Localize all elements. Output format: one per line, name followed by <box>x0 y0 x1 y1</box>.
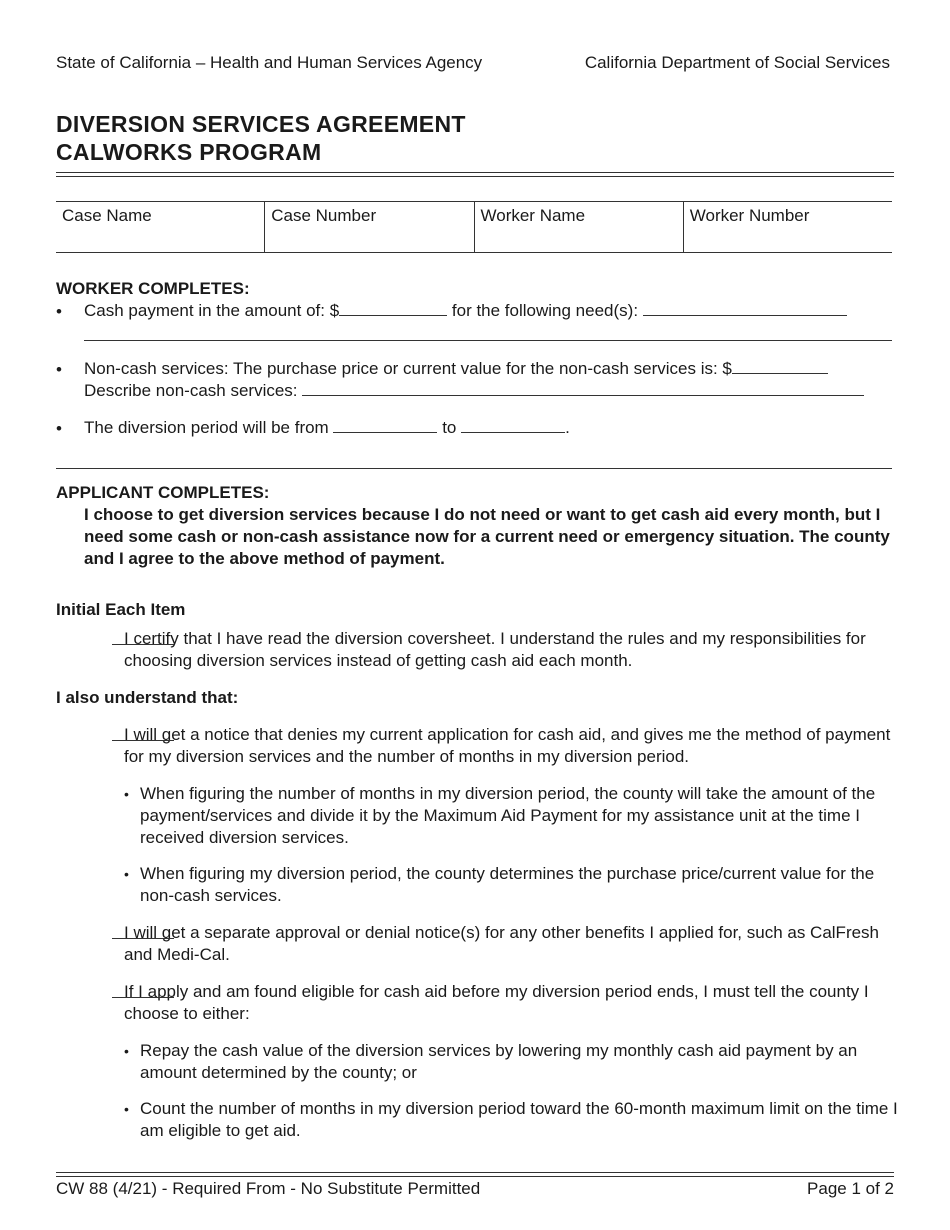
initial-item-4-text: If I apply and am found eligible for cash aid before my diversion period ends, I must tell the county I choose to either: <box>124 982 869 1023</box>
noncash-describe-row <box>84 380 864 402</box>
sub-bullet: • <box>124 1101 129 1117</box>
department-name: California Department of Social Services <box>584 53 890 72</box>
item-4-sub-1 <box>124 1040 899 1084</box>
initial-item-1 <box>56 628 901 672</box>
period-end-field[interactable] <box>461 417 565 433</box>
item-2-sub-2-text: When figuring my diversion period, the county determines the purchase price/current value for the non-cash services. <box>140 864 875 905</box>
item-4-sub-1-text: Repay the cash value of the diversion services by lowering my monthly cash aid payment by an amount determined by the county; or <box>140 1041 858 1082</box>
sub-bullet: • <box>124 786 129 802</box>
period-to-label: to <box>442 418 457 437</box>
worker-name-field[interactable] <box>474 202 683 252</box>
initial-item-4 <box>56 981 901 1025</box>
case-name-label: Case Name <box>62 206 152 225</box>
page-number: Page 1 of 2 <box>807 1179 894 1198</box>
initial-item-3 <box>56 922 901 966</box>
case-number-label: Case Number <box>271 206 377 225</box>
cash-need-line-2[interactable] <box>84 340 892 341</box>
initial-field-3[interactable] <box>112 922 174 939</box>
case-name-field[interactable] <box>56 202 264 252</box>
cash-payment-label: Cash payment in the amount of: $ <box>84 301 340 320</box>
initial-heading: Initial Each Item <box>56 600 186 619</box>
initial-item-3-text: I will get a separate approval or denial notice(s) for any other benefits I applied for, such as CalFresh and Medi-Cal. <box>124 923 880 964</box>
noncash-value-label: Non-cash services: The purchase price or current value for the non-cash services is: $ <box>84 359 732 378</box>
sub-bullet: • <box>124 866 129 882</box>
initial-item-2 <box>56 724 901 768</box>
noncash-row <box>84 358 828 380</box>
cash-need-field[interactable] <box>643 300 847 316</box>
bullet-period: • <box>56 419 62 438</box>
diversion-period-row <box>84 417 570 439</box>
initial-field-2[interactable] <box>112 724 174 741</box>
period-end-mark: . <box>565 418 570 437</box>
title-divider-top <box>56 172 894 173</box>
item-2-sub-2 <box>124 863 899 907</box>
cash-payment-row <box>84 300 847 322</box>
cash-need-label: for the following need(s): <box>451 301 639 320</box>
worker-name-label: Worker Name <box>480 206 586 225</box>
initial-field-1[interactable] <box>112 628 174 645</box>
item-4-sub-2-text: Count the number of months in my diversion period toward the 60-month maximum limit on the time I am eligible to get aid. <box>140 1099 898 1140</box>
applicant-statement: I choose to get diversion services because I do not need or want to get cash aid every month, but I need some cash or non-cash assistance now for a current need or emergency situation. The county and I agree to the above method of payment. <box>84 505 890 568</box>
noncash-describe-field[interactable] <box>302 380 864 396</box>
noncash-value-field[interactable] <box>732 358 828 374</box>
title-line-1: DIVERSION SERVICES AGREEMENT <box>56 111 466 137</box>
title-line-2: CALWORKS PROGRAM <box>56 139 322 165</box>
case-number-field[interactable] <box>264 202 473 252</box>
form-identifier: CW 88 (4/21) - Required From - No Substitute Permitted <box>56 1179 481 1198</box>
period-label: The diversion period will be from <box>84 418 329 437</box>
item-4-sub-2 <box>124 1098 899 1142</box>
footer-divider-top <box>56 1172 894 1173</box>
page-title <box>56 110 466 166</box>
agency-name: State of California – Health and Human Services Agency <box>56 53 483 72</box>
period-start-field[interactable] <box>333 417 437 433</box>
case-info-fields <box>56 201 892 253</box>
section-divider <box>56 468 892 469</box>
initial-item-2-text: I will get a notice that denies my current application for cash aid, and gives me the method of payment for my diversion services and the number of months in my diversion period. <box>124 725 891 766</box>
worker-number-field[interactable] <box>683 202 892 252</box>
bullet-cash: • <box>56 302 62 321</box>
understand-heading: I also understand that: <box>56 688 239 707</box>
footer-divider-bottom <box>56 1176 894 1177</box>
bullet-noncash: • <box>56 360 62 379</box>
noncash-describe-label: Describe non-cash services: <box>84 381 298 400</box>
sub-bullet: • <box>124 1043 129 1059</box>
worker-number-label: Worker Number <box>689 206 810 225</box>
initial-item-1-text: I certify that I have read the diversion coversheet. I understand the rules and my responsibilities for choosing diversion services instead of getting cash aid each month. <box>124 629 866 670</box>
item-2-sub-1-text: When figuring the number of months in my diversion period, the county will take the amount of the payment/services and divide it by the Maximum Aid Payment for my assistance unit at the time I received diversion services. <box>140 784 876 847</box>
cash-amount-field[interactable] <box>339 300 447 316</box>
initial-field-4[interactable] <box>112 981 174 998</box>
item-2-sub-1 <box>124 783 899 849</box>
worker-section-heading: WORKER COMPLETES: <box>56 279 250 298</box>
title-divider-bottom <box>56 176 894 177</box>
applicant-section-heading: APPLICANT COMPLETES: <box>56 483 270 502</box>
